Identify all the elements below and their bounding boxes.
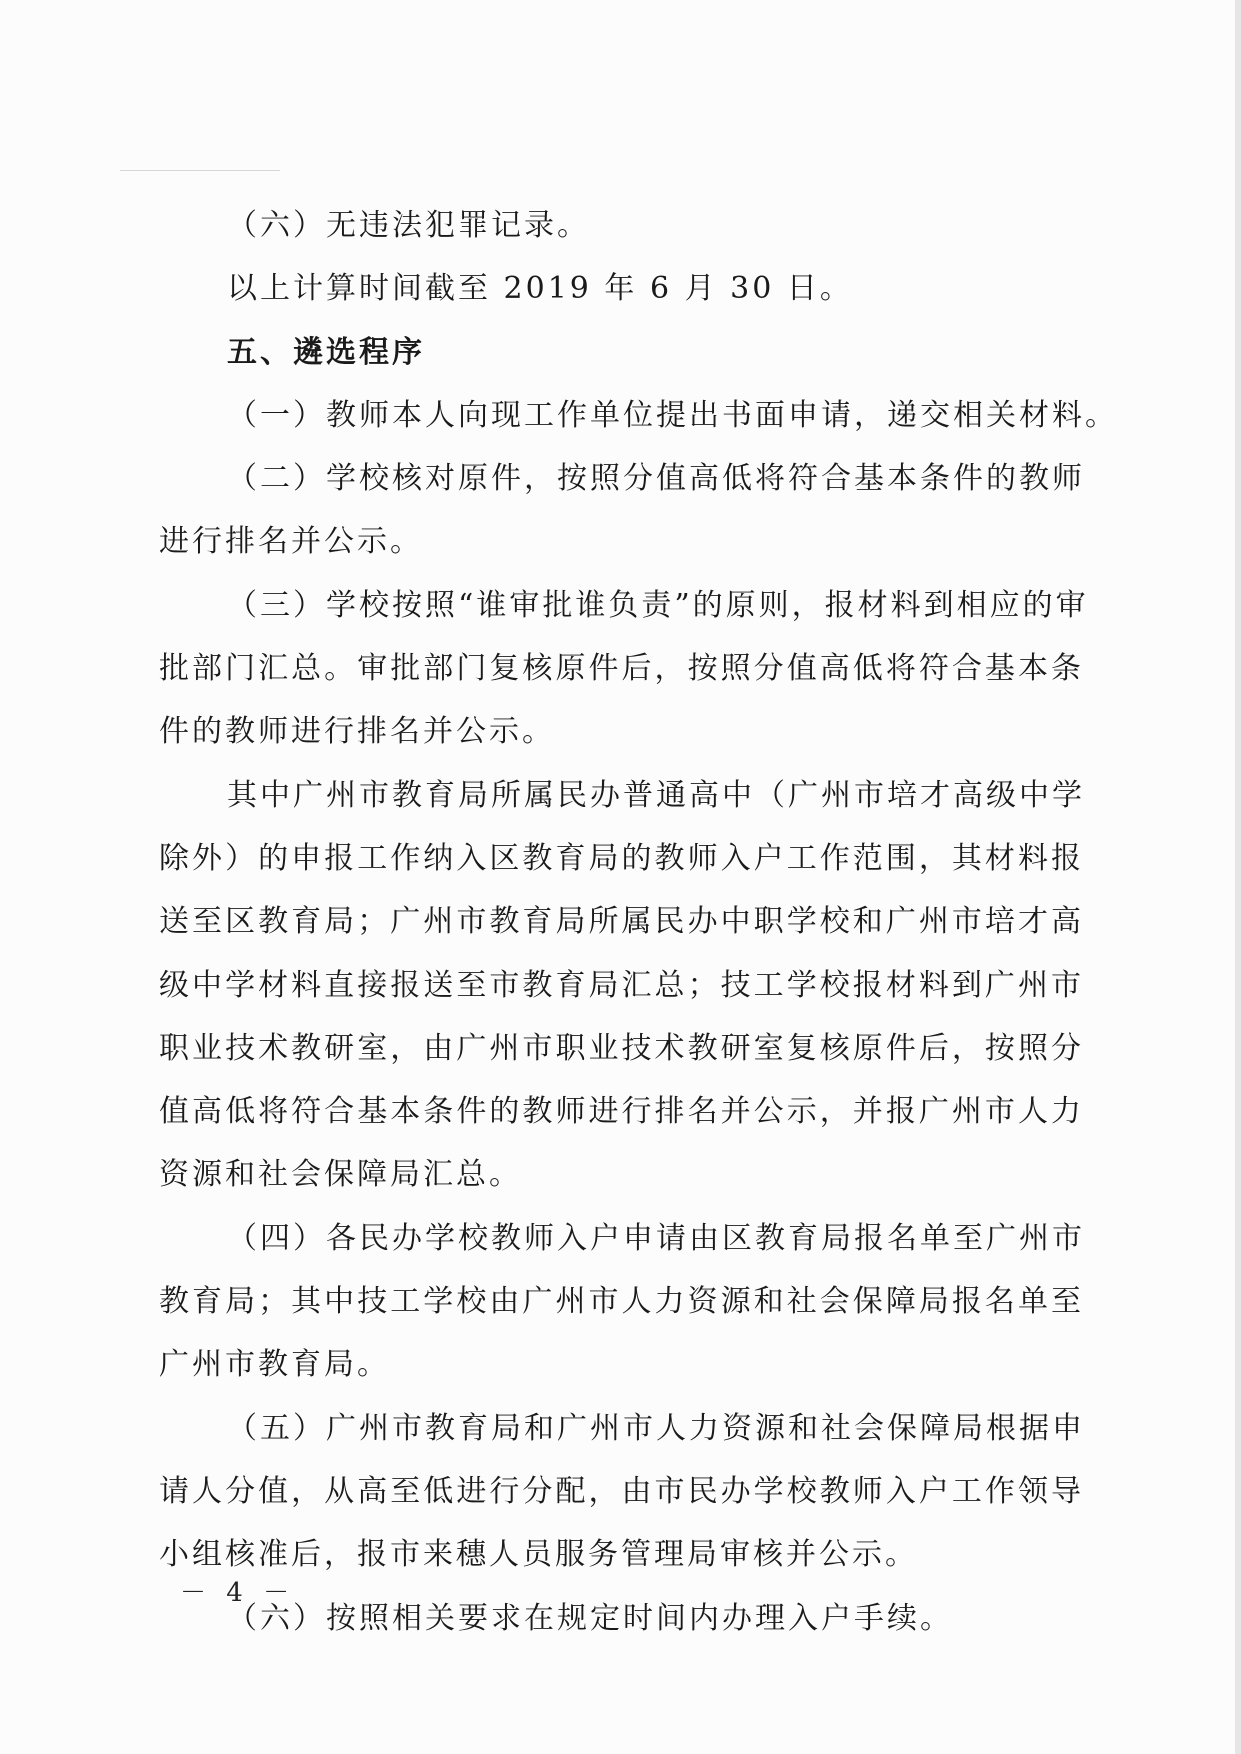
header-rule <box>120 170 280 171</box>
text-line: 批部门汇总。审批部门复核原件后，按照分值高低将符合基本条 <box>159 651 1084 687</box>
text-line: 件的教师进行排名并公示。 <box>159 714 555 750</box>
text-line: 以上计算时间截至 2019 年 6 月 30 日。 <box>227 271 853 307</box>
text-line: （二）学校核对原件，按照分值高低将符合基本条件的教师 <box>227 461 1085 497</box>
text-line: 教育局；其中技工学校由广州市人力资源和社会保障局报名单至 <box>159 1284 1084 1320</box>
text-line: （三）学校按照“谁审批谁负责”的原则，报材料到相应的审 <box>227 587 1089 623</box>
text-line: 进行排名并公示。 <box>159 524 423 560</box>
document-body <box>159 194 1118 1650</box>
text-line: 送至区教育局；广州市教育局所属民办中职学校和广州市培才高 <box>159 904 1084 940</box>
text-line: 除外）的申报工作纳入区教育局的教师入户工作范围，其材料报 <box>159 840 1084 876</box>
text-line: 资源和社会保障局汇总。 <box>159 1157 522 1193</box>
text-line: 其中广州市教育局所属民办普通高中（广州市培才高级中学 <box>227 777 1085 813</box>
text-line: 值高低将符合基本条件的教师进行排名并公示，并报广州市人力 <box>159 1094 1084 1130</box>
section-heading: 五、遴选程序 <box>227 334 425 370</box>
text-line: （一）教师本人向现工作单位提出书面申请，递交相关材料。 <box>227 397 1118 433</box>
text-line: （六）无违法犯罪记录。 <box>227 208 590 243</box>
text-line: 请人分值，从高至低进行分配，由市民办学校教师入户工作领导 <box>159 1473 1084 1509</box>
text-line: 广州市教育局。 <box>159 1347 390 1383</box>
page-number: － 4 － <box>180 1578 296 1608</box>
text-line: （四）各民办学校教师入户申请由区教育局报名单至广州市 <box>227 1220 1085 1256</box>
text-line: 级中学材料直接报送至市教育局汇总；技工学校报材料到广州市 <box>159 967 1084 1003</box>
page-edge <box>1235 0 1241 1754</box>
text-line: 职业技术教研室，由广州市职业技术教研室复核原件后，按照分 <box>159 1030 1084 1066</box>
text-line: （五）广州市教育局和广州市人力资源和社会保障局根据申 <box>227 1410 1085 1446</box>
text-line: 小组核准后，报市来穗人员服务管理局审核并公示。 <box>159 1537 918 1573</box>
text-line: （六）按照相关要求在规定时间内办理入户手续。 <box>227 1600 953 1636</box>
